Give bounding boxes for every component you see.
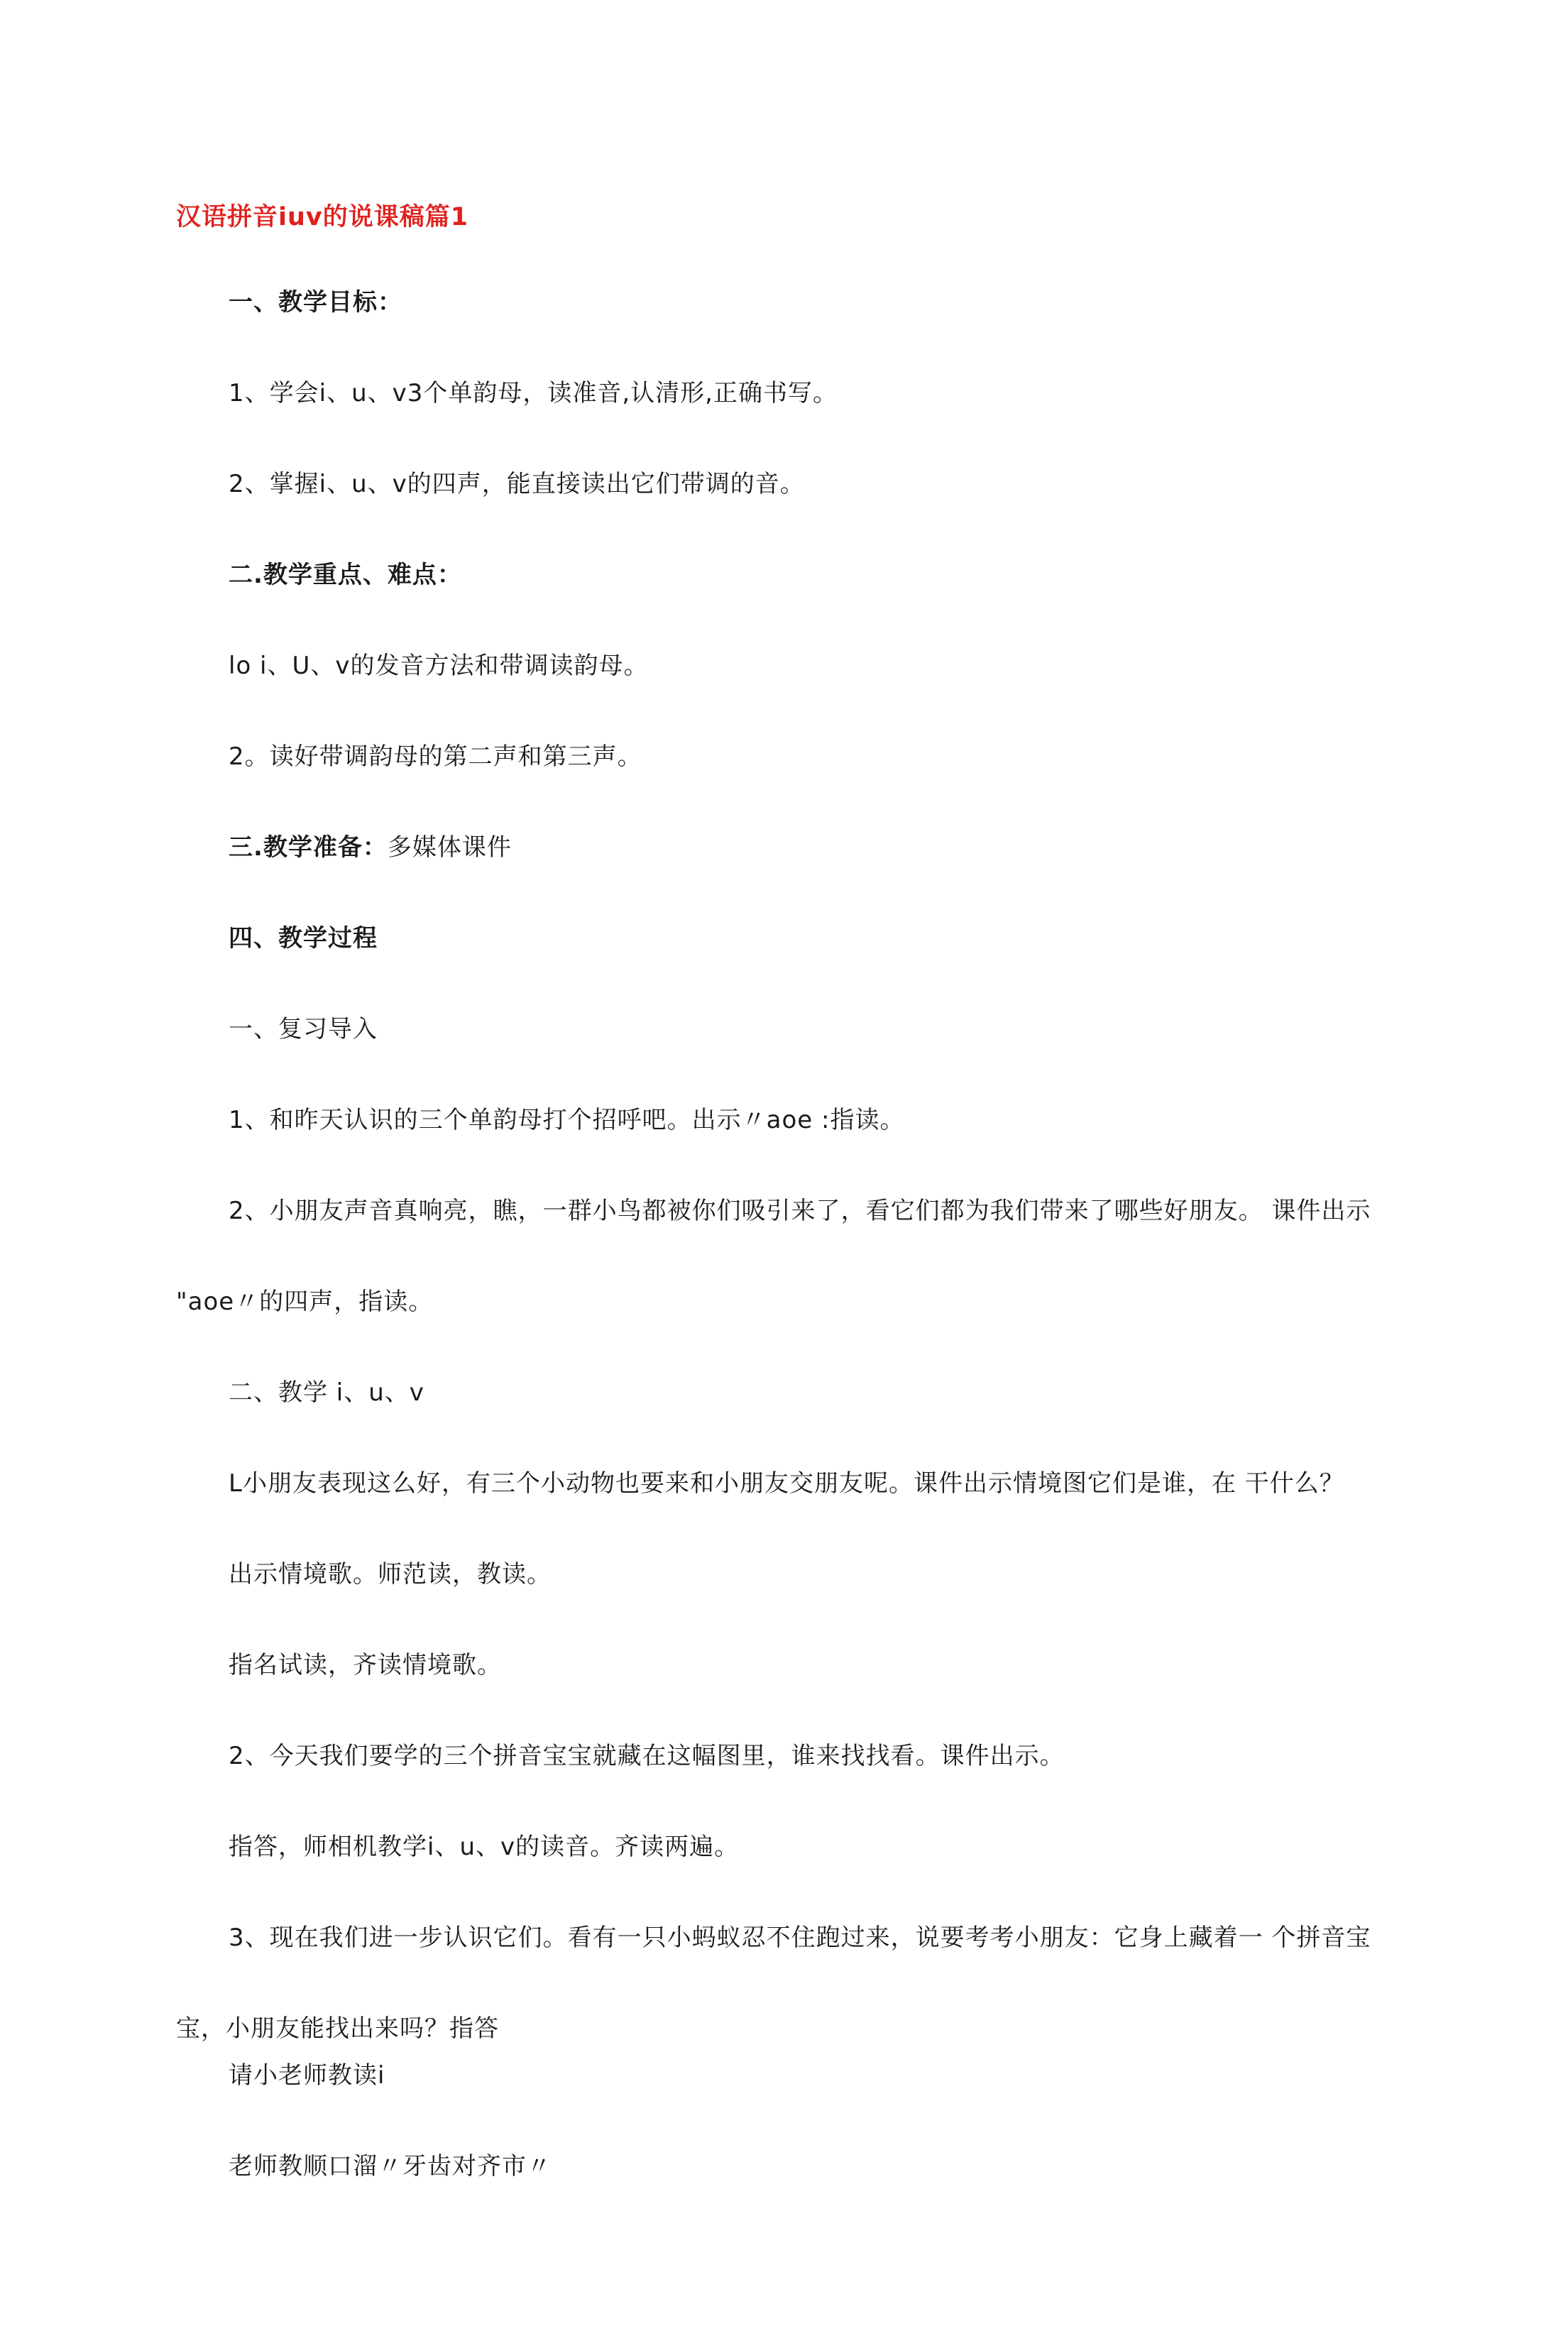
paragraph: 请小老师教读i — [229, 2061, 385, 2090]
section-heading-key-points: 二.教学重点、难点： — [229, 561, 462, 589]
paragraph: 3、现在我们进一步认识它们。看有一只小蚂蚁忍不住跑过来，说要考考小朋友：它身上藏着一 个拼音宝 — [229, 1924, 1371, 1952]
section-heading-objectives: 一、教学目标： — [229, 288, 402, 317]
paragraph: 2、掌握i、u、v的四声，能直接读出它们带调的音。 — [229, 470, 805, 498]
paragraph: 2。读好带调韵母的第二声和第三声。 — [229, 742, 642, 771]
paragraph: 二、教学 i、u、v — [229, 1378, 424, 1407]
paragraph: 2、今天我们要学的三个拼音宝宝就藏在这幅图里，谁来找找看。课件出示。 — [229, 1742, 1065, 1770]
paragraph: lo i、U、v的发音方法和带调读韵母。 — [229, 652, 649, 680]
paragraph-continuation: "aoe〃的四声，指读。 — [176, 1288, 434, 1316]
document-title: 汉语拼音iuv的说课稿篇1 — [176, 203, 469, 231]
paragraph: 指名试读，齐读情境歌。 — [229, 1651, 502, 1679]
section-heading-process: 四、教学过程 — [229, 924, 378, 953]
preparation-value: 多媒体课件 — [387, 833, 512, 862]
paragraph: 老师教顺口溜〃牙齿对齐市〃 — [229, 2152, 552, 2181]
paragraph-continuation: 宝，小朋友能找出来吗？指答 — [176, 2014, 499, 2043]
paragraph: 1、和昨天认识的三个单韵母打个招呼吧。出示〃aoe :指读。 — [229, 1106, 905, 1134]
paragraph: 一、复习导入 — [229, 1015, 378, 1043]
preparation-label: 三.教学准备： — [229, 833, 388, 862]
paragraph: 指答，师相机教学i、u、v的读音。齐读两遍。 — [229, 1833, 740, 1861]
section-heading-preparation — [229, 832, 512, 863]
paragraph: 2、小朋友声音真响亮，瞧，一群小鸟都被你们吸引来了，看它们都为我们带来了哪些好朋友。 课件出示 — [229, 1197, 1371, 1225]
paragraph: 出示情境歌。师范读，教读。 — [229, 1560, 552, 1589]
paragraph: L小朋友表现这么好，有三个小动物也要来和小朋友交朋友呢。课件出示情境图它们是谁，在 干什么？ — [229, 1469, 1344, 1498]
paragraph: 1、学会i、u、v3个单韵母，读准音,认清形,正确书写。 — [229, 379, 838, 407]
